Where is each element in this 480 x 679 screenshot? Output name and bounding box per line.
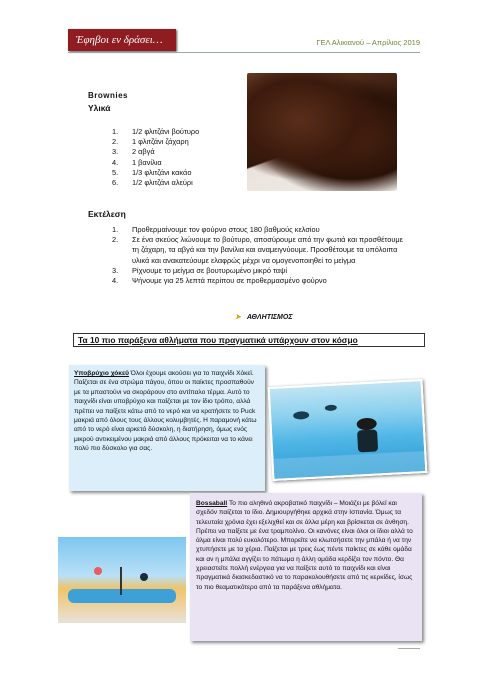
steps-list: [112, 225, 412, 286]
bossaball-photo: [58, 537, 186, 623]
list-text: Ρίχνουμε το μείγμα σε βουτυρωμένο μικρό ταψί: [132, 265, 287, 275]
list-item: [112, 147, 242, 157]
brownie-photo: [247, 73, 397, 191]
list-number: 6.: [112, 178, 119, 188]
list-text: 2 αβγά: [132, 147, 155, 157]
method-heading: Εκτέλεση: [88, 209, 126, 219]
list-number: 4.: [112, 157, 119, 167]
list-item: [112, 127, 242, 137]
list-item: [112, 137, 242, 147]
newspaper-logo: Έφηβοι εν δράσει…: [68, 29, 176, 51]
arrow-icon: ➤: [235, 314, 241, 321]
list-text: Προθερμαίνουμε τον φούρνο στους 180 βαθμούς κελσίου: [132, 225, 320, 234]
section-headline: Τα 10 πιο παράξενα αθλήματα που πραγματικά υπάρχουν στον κόσμο: [73, 333, 425, 347]
section-label: ➤ ΑΘΛΗΤΙΣΜΟΣ: [235, 314, 293, 321]
list-number: 3.: [112, 147, 119, 157]
list-text: 1/3 φλιτζάνι κακάο: [132, 167, 192, 177]
list-item: [112, 235, 412, 266]
list-item: [112, 158, 242, 168]
list-number: 5.: [112, 167, 119, 177]
list-text: 1 βανίλια: [132, 157, 162, 167]
list-number: 2.: [112, 137, 119, 147]
list-text: Σε ένα σκεύος λιώνουμε το βούτυρο, αποσύρουμε από την φωτιά και προσθέτουμε τη ζάχαρη, τα αβγά και την βανίλια και αναμειγνύουμε. Προσθέτουμε τα υπόλοιπα υλικά και ανακατεύουμε ελαφρώς μέχρι να ομογενοποιηθεί το μείγμα: [132, 235, 403, 265]
article-bossaball: [190, 493, 422, 641]
list-text: 1/2 φλιτζάνι αλεύρι: [132, 178, 193, 188]
list-item: [112, 266, 412, 276]
school-issue: ΓΕΛ Αλικιανού – Απρίλιος 2019: [316, 38, 420, 47]
article-keyword: Υποβρύχιο χόκεϋ: [74, 370, 129, 377]
article-body: Όλοι έχουμε ακούσει για το παιχνίδι Χόκεϊ. Παίζεται σε ένα στρώμα πάγου, όπου οι παίκτες προσπαθούν με τα μπαστούνι να σκοράρουν στο αντίπαλο τέρμα. Αυτό το παιχνίδι είναι υποβρύχιο και παίζεται με τον ίδιο τρόπο, αλλά πρέπει να παίξετε κάτω από το νερό και να κρατήσετε το Puck μακριά από όλους τους άλλους κολυμβητές. Η παραμονή κάτω από το νερό είναι αρκετά δύσκολη, η διατήρηση, όμως ενός μικρού αντικειμένου μακριά από άλλους πρόκειται να το κάνει πολύ πιο δύσκολο για σας.: [74, 370, 257, 453]
ingredients-heading: Υλικά: [88, 103, 111, 113]
article-body: Το πιο αληθινό ακροβατικό παιχνίδι – Μοιάζει με βόλεϊ και σχεδόν παίζεται το ίδιο. Δημιουργήθηκε αρχικά στην Ισπανία. Όμως τα τελευταία χρόνια έχει εξελιχθεί και σε άλλα μέρη και βρίσκεται σε άνθηση. Πρέπει να παίξετε με ένα τραμπολίνο. Οι κανόνες είναι όλοι οι ίδιοι αλλά το άλμα είναι πολύ ευκολότερο. Μπορείτε να κλωτσήσετε την μπάλα ή να την χτυπήσετε με τα χέρια. Παίζεται με τρεις έως πέντε παίκτες σε κάθε ομάδα και αν η μπάλα αγγίζει το πάτωμα η άλλη ομάδα κερδίζει τον πόντο. Θα χρειαστείτε πολλή ενέργεια για να παίξετε αυτό το παιχνίδι και είναι πραγματικά διασκεδαστικό να το παρακολουθήσετε από τις κερκίδες, ίσως το πιο θεαματικότερο από τα παράξενα αθλήματα.: [196, 500, 413, 591]
list-item: [112, 225, 412, 235]
list-text: Ψήνουμε για 25 λεπτά περίπου σε προθερμασμένο φούρνο: [132, 276, 327, 286]
underwater-hockey-photo: [268, 379, 428, 481]
recipe-title: Brownies: [88, 91, 129, 100]
list-item: [112, 168, 242, 178]
swimmers-illustration: [270, 381, 426, 479]
list-number: 3.: [112, 265, 119, 275]
list-number: 1.: [112, 127, 119, 136]
list-number: 1.: [112, 225, 119, 234]
list-text: 1/2 φλιτζάνι βούτυρο: [132, 127, 200, 136]
header-divider: [68, 52, 420, 53]
footer-divider: [398, 648, 420, 649]
ingredients-list: [112, 127, 242, 188]
article-underwater-hockey: [69, 365, 265, 491]
list-number: 4.: [112, 276, 119, 286]
list-text: 1 φλιτζάνι ζάχαρη: [132, 137, 189, 147]
list-item: [112, 178, 242, 188]
list-number: 2.: [112, 235, 119, 245]
list-item: [112, 276, 412, 286]
article-keyword: Bossaball: [196, 500, 228, 507]
bossaball-illustration: [58, 537, 186, 623]
